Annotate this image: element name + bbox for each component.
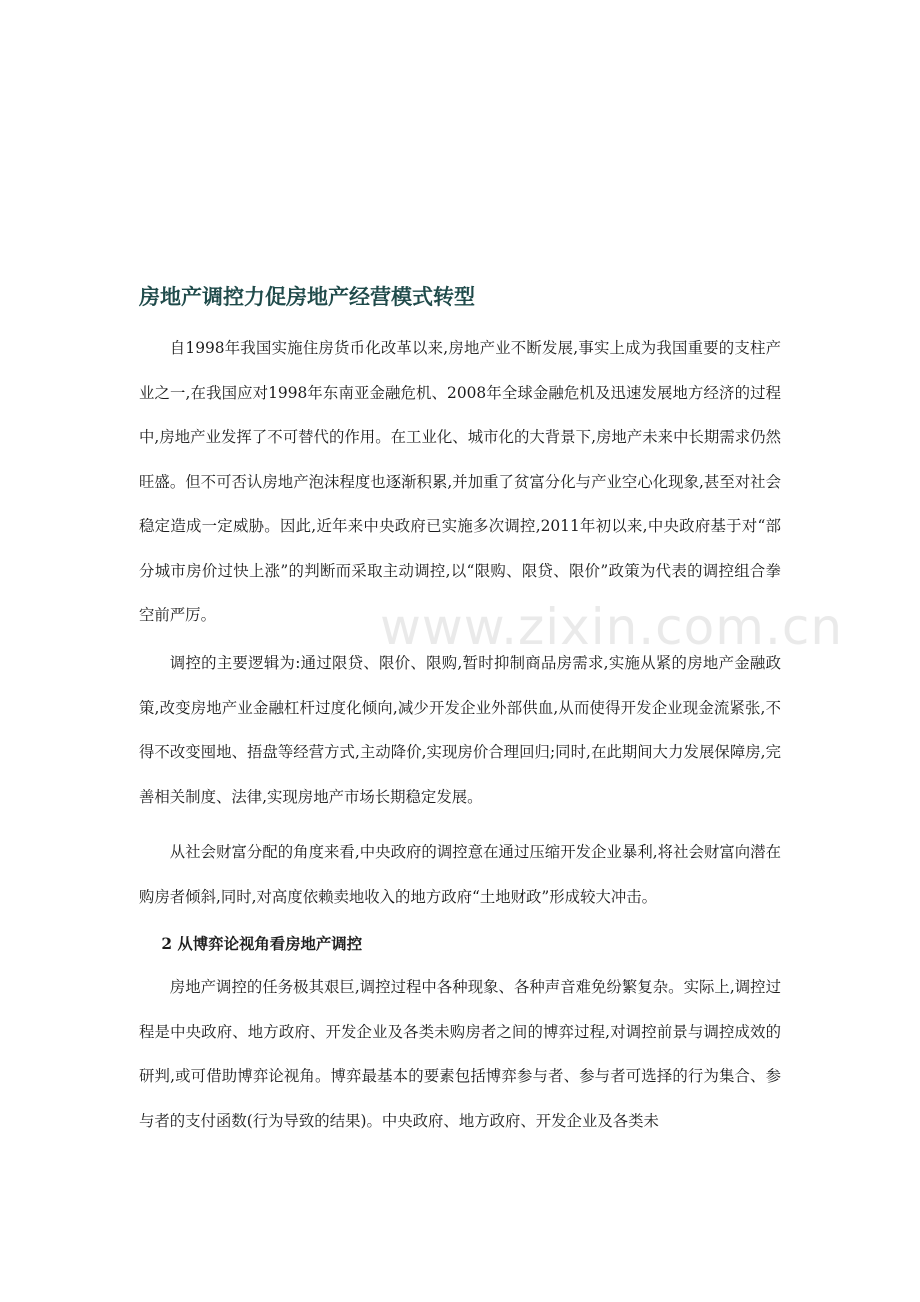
document-title: 房地产调控力促房地产经营模式转型 (139, 284, 475, 309)
paragraph-wealth-distribution: 从社会财富分配的角度来看,中央政府的调控意在通过压缩开发企业暴利,将社会财富向潜在购房者倾斜,同时,对高度依赖卖地收入的地方政府“土地财政”形成较大冲击。 (139, 843, 781, 906)
section-heading: 2 从博弈论视角看房地产调控 (161, 935, 363, 953)
paragraph-game-theory: 房地产调控的任务极其艰巨,调控过程中各种现象、各种声音难免纷繁复杂。实际上,调控过程是中央政府、地方政府、开发企业及各类未购房者之间的博弈过程,对调控前景与调控成效的研判,或可借助博弈论视角。博弈最基本的要素包括博弈参与者、参与者可选择的行为集合、参与者的支付函数(行为导致的结果)。中央政府、地方政府、开发企业及各类未 (139, 978, 781, 1130)
watermark: www.zixin.com.cn (380, 598, 844, 656)
paragraph-regulation-logic: 调控的主要逻辑为:通过限贷、限价、限购,暂时抑制商品房需求,实施从紧的房地产金融政策,改变房地产业金融杠杆过度化倾向,减少开发企业外部供血,从而使得开发企业现金流紧张,不得不改变囤地、捂盘等经营方式,主动降价,实现房价合理回归;同时,在此期间大力发展保障房,完善相关制度、法律,实现房地产市场长期稳定发展。 (139, 654, 781, 806)
paragraph-intro: 自1998年我国实施住房货币化改革以来,房地产业不断发展,事实上成为我国重要的支柱产业之一,在我国应对1998年东南亚金融危机、2008年全球金融危机及迅速发展地方经济的过程中,房地产业发挥了不可替代的作用。在工业化、城市化的大背景下,房地产未来中长期需求仍然旺盛。但不可否认房地产泡沫程度也逐渐积累,并加重了贫富分化与产业空心化现象,甚至对社会稳定造成一定威胁。因此,近年来中央政府已实施多次调控,2011年初以来,中央政府基于对“部分城市房价过快上涨”的判断而采取主动调控,以“限购、限贷、限价”政策为代表的调控组合拳空前严厉。 (139, 339, 781, 624)
